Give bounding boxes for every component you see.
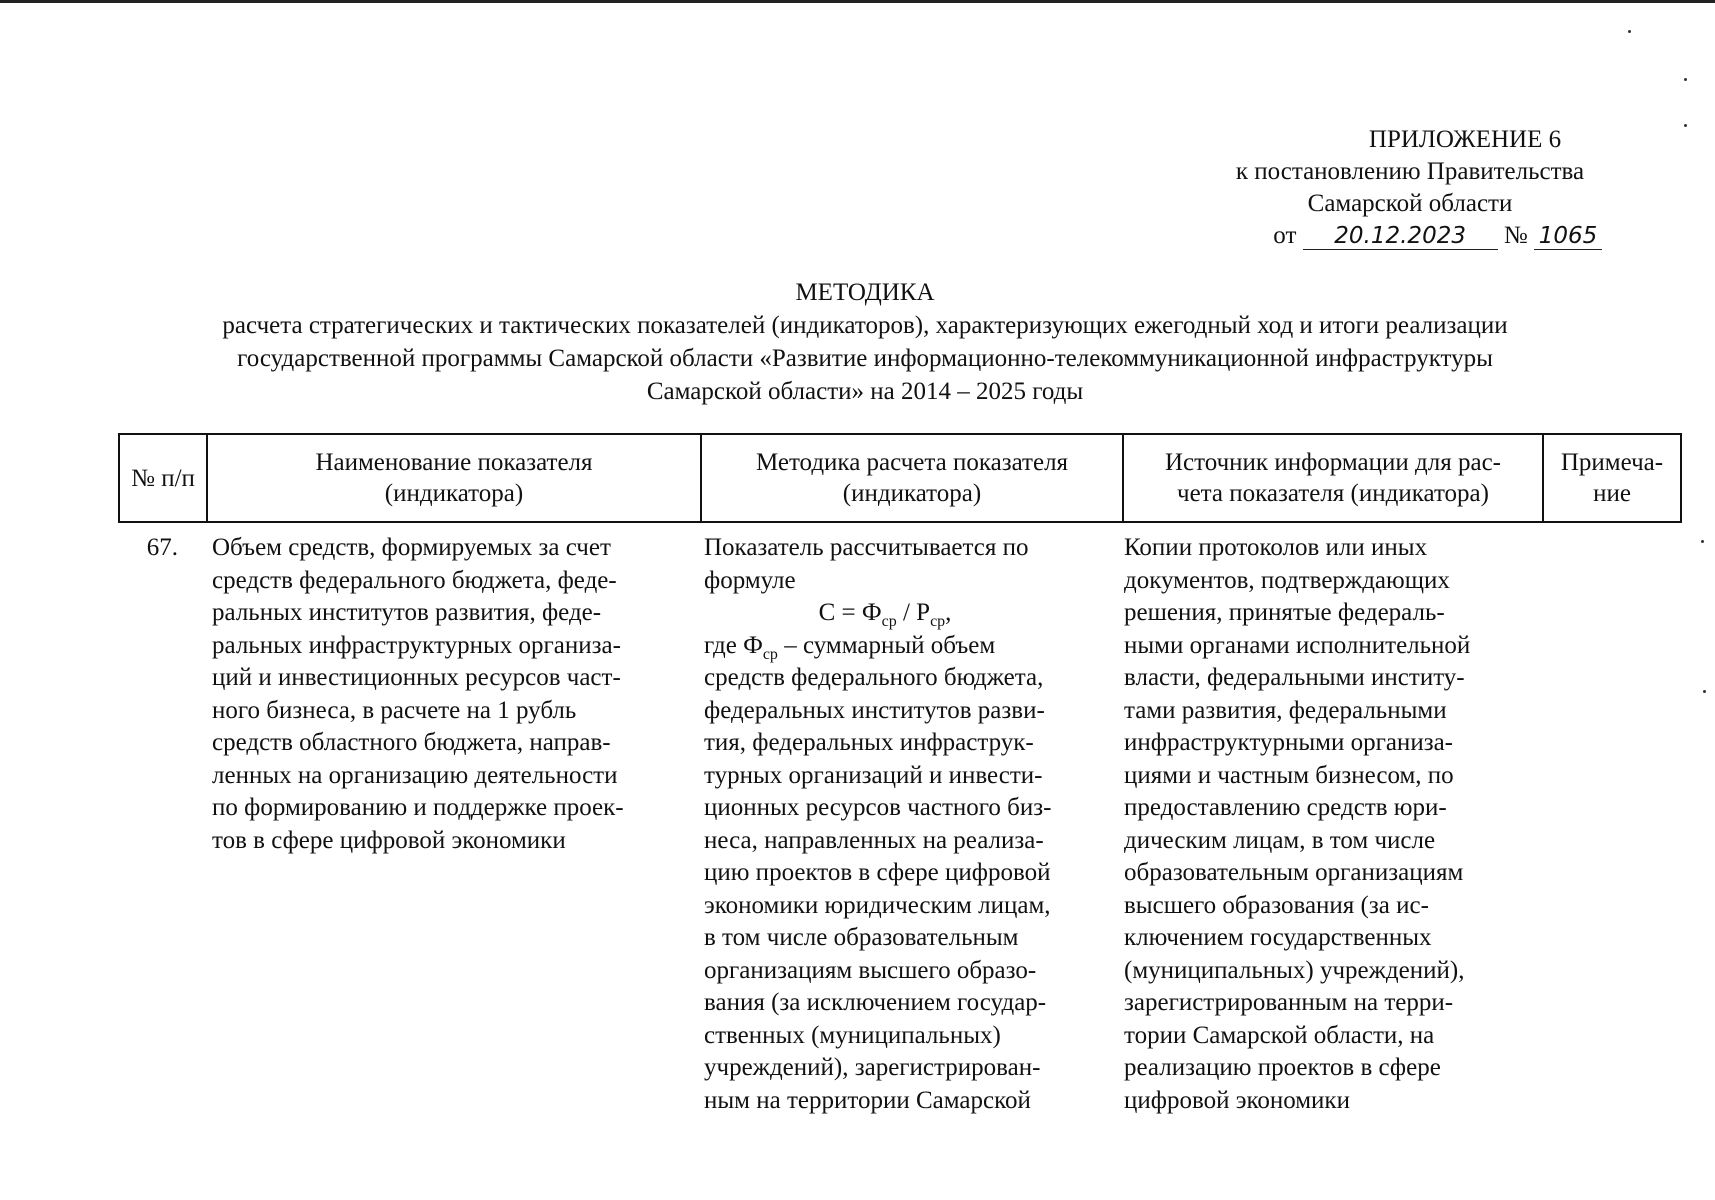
text-line: тами развития, федеральными: [1124, 696, 1447, 724]
text-line: инфраструктурными организа-: [1124, 729, 1453, 756]
text-line: федеральных институтов разви-: [704, 696, 1045, 724]
text-line: формуле: [704, 566, 796, 594]
scan-speck: [1684, 124, 1687, 127]
text-line: средств федерального бюджета,: [704, 664, 1044, 691]
header-num: [119, 434, 207, 522]
formula-sub-1: ср: [881, 613, 897, 630]
text-line: ций и инвестиционных ресурсов част-: [212, 664, 621, 691]
text-line: Показатель рассчитывается по: [704, 534, 1029, 561]
handwritten-date: 20.12.2023: [1303, 223, 1498, 250]
text-line: вания (за исключением государ-: [704, 989, 1047, 1016]
text-line: тия, федеральных инфраструк-: [704, 729, 1034, 756]
text-line: решения, принятые федераль-: [1124, 599, 1445, 626]
scan-speck: [1703, 690, 1706, 693]
formula: [704, 597, 1106, 630]
heading-line-2: государственной программы Самарской области «Развитие информационно-телекоммуникационной инфраструктуры: [237, 345, 1493, 372]
scan-speck: [1701, 540, 1704, 543]
formula-end: ,: [945, 599, 952, 626]
text-line: ным на территории Самарской: [704, 1086, 1031, 1114]
row-number: 67.: [146, 534, 178, 561]
appendix-title: ПРИЛОЖЕНИЕ 6: [1368, 126, 1562, 153]
document-heading: [100, 276, 1630, 408]
text-line: ленных на организацию деятельности: [212, 761, 618, 789]
where-line: [704, 630, 1106, 663]
where-post: – суммарный объем: [777, 631, 996, 659]
text-line: высшего образования (за ис-: [1124, 891, 1429, 919]
appendix-date-line: [1150, 220, 1670, 252]
header-note: [1543, 434, 1681, 522]
text-line: (муниципальных) учреждений),: [1124, 956, 1465, 984]
heading-title: МЕТОДИКА: [795, 279, 935, 306]
table-header-row: [119, 434, 1681, 522]
text-line: дическим лицам, в том числе: [1124, 826, 1436, 854]
text-line: тории Самарской области, на: [1124, 1021, 1435, 1049]
text-line: в том числе образовательным: [704, 924, 1019, 951]
text-line: ральных инфраструктурных организа-: [212, 631, 621, 659]
heading-line-3: Самарской области» на 2014 – 2025 годы: [646, 378, 1084, 405]
header-source-line-1: Источник информации для рас-: [1165, 449, 1501, 476]
text-line: документов, подтверждающих: [1124, 566, 1450, 594]
text-line: организациям высшего образо-: [704, 956, 1037, 984]
header-method-line-1: Методика расчета показателя: [755, 449, 1069, 476]
text-line: турных организаций и инвести-: [704, 761, 1043, 789]
appendix-block: [1150, 124, 1670, 252]
indicator-table-header: [118, 433, 1682, 523]
scan-top-border: [0, 0, 1715, 3]
header-source: [1123, 434, 1543, 522]
header-num-text: № п/п: [131, 464, 195, 492]
text-line: цию проектов в сфере цифровой: [704, 859, 1051, 886]
text-line: ственных (муниципальных): [704, 1021, 1001, 1049]
calculation-method: [704, 532, 1106, 1117]
text-line: тов в сфере цифровой экономики: [212, 826, 566, 854]
text-line: цифровой экономики: [1124, 1086, 1350, 1114]
text-line: учреждений), зарегистрирован-: [704, 1054, 1041, 1081]
header-name-line-1: Наименование показателя: [315, 449, 593, 476]
header-name: [207, 434, 701, 522]
handwritten-number: 1065: [1534, 223, 1602, 250]
where-sub: ср: [762, 645, 778, 663]
text-line: экономики юридическим лицам,: [704, 891, 1051, 919]
indicator-name: [212, 532, 687, 857]
scan-speck: [1684, 78, 1687, 81]
header-method: [701, 434, 1123, 522]
number-label: №: [1503, 222, 1528, 249]
text-line: предоставлению средств юри-: [1124, 794, 1447, 821]
text-line: неса, направленных на реализа-: [704, 826, 1044, 854]
text-line: средств областного бюджета, направ-: [212, 729, 611, 756]
text-line: образовательным организациям: [1124, 859, 1464, 886]
text-line: Копии протоколов или иных: [1124, 534, 1428, 561]
header-source-line-2: чета показателя (индикатора): [1177, 480, 1489, 507]
scan-speck: [1628, 30, 1631, 33]
text-line: ральных институтов развития, феде-: [212, 599, 602, 626]
appendix-line-2: Самарской области: [1307, 190, 1513, 217]
text-line: циями и частным бизнесом, по: [1124, 761, 1454, 789]
text-line: Объем средств, формируемых за счет: [212, 534, 611, 561]
header-note-line-2: ние: [1593, 480, 1631, 507]
header-note-line-1: Примеча-: [1560, 449, 1664, 476]
text-line: ными органами исполнительной: [1124, 631, 1471, 659]
text-line: ционных ресурсов частного биз-: [704, 794, 1052, 821]
where-pre: где Ф: [704, 631, 763, 659]
text-line: средств федерального бюджета, феде-: [212, 566, 617, 594]
appendix-line-1: к постановлению Правительства: [1235, 158, 1585, 185]
text-line: ного бизнеса, в расчете на 1 рубль: [212, 696, 577, 724]
header-name-line-2: (индикатора): [384, 480, 524, 507]
information-source: [1124, 532, 1524, 1117]
text-line: реализацию проектов в сфере: [1124, 1054, 1441, 1081]
formula-lhs: С = Ф: [818, 599, 882, 626]
text-line: ключением государственных: [1124, 924, 1432, 951]
text-line: власти, федеральными институ-: [1124, 664, 1465, 691]
heading-line-1: расчета стратегических и тактических показателей (индикаторов), характеризующих ежегодный ход и итоги реализации: [222, 312, 1508, 339]
from-label: от: [1273, 222, 1297, 249]
formula-sub-2: ср: [930, 613, 946, 630]
formula-mid: / Р: [896, 599, 931, 626]
text-line: зарегистрированным на терри-: [1124, 989, 1454, 1016]
header-method-line-2: (индикатора): [842, 480, 982, 507]
text-line: по формированию и поддержке проек-: [212, 794, 624, 821]
